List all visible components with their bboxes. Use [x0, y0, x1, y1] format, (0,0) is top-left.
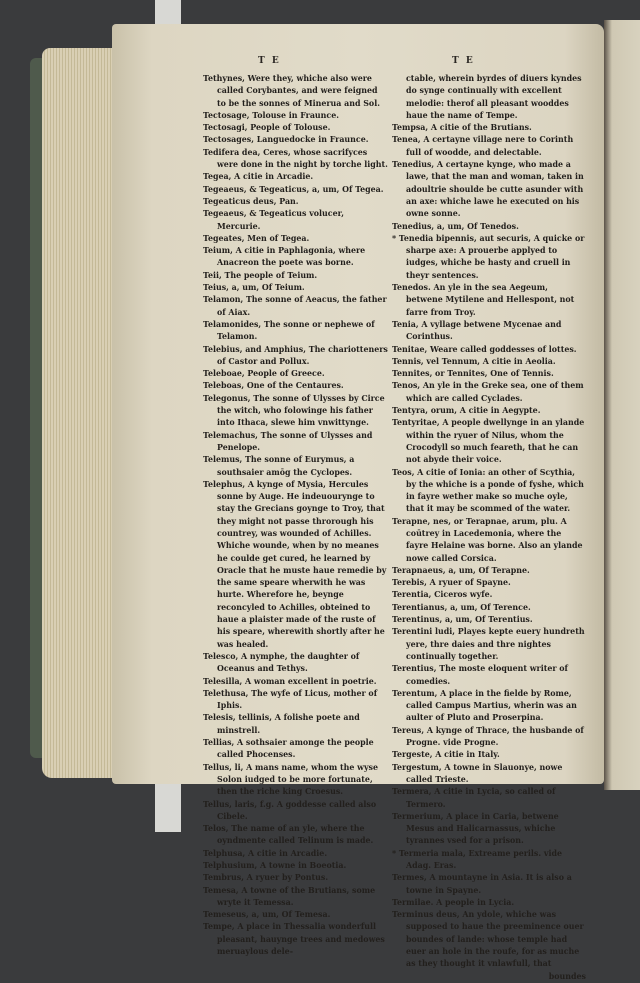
dictionary-entry: Telos, The name of an yle, where the oyndmente called Telinum is made. [203, 824, 374, 846]
dictionary-entry: Teleboas, One of the Centaures. [203, 381, 344, 391]
dictionary-entry: Tennis, vel Tennum, A citie in Aeolia. [392, 356, 556, 366]
dictionary-entry: Telebius, and Amphius, The chariotteners of Castor and Pollux. [203, 344, 388, 366]
dictionary-entry: Tectosages, Languedocke in Fraunce. [203, 135, 369, 145]
dictionary-entry: Tenea, A certayne village nere to Corinth full of woodde, and delectable. [392, 135, 574, 157]
dictionary-entry: Telemus, The sonne of Eurymus, a southsaier amōg the Cyclopes. [203, 455, 355, 477]
dictionary-entry: Terentini ludi, Playes kepte euery hundreth yere, thre daies and thre nightes continually together. [392, 627, 585, 661]
dictionary-entry: Termilae. A people in Lycia. [392, 897, 515, 907]
dictionary-entry: Terentinus, a, um, Of Terentius. [392, 615, 533, 625]
dictionary-entry: Tembrus, A ryuer by Pontus. [203, 873, 329, 883]
dictionary-entry: Teius, a, um, Of Teium. [203, 283, 305, 293]
dictionary-entry: Tempsa, A citie of the Brutians. [392, 123, 532, 133]
dictionary-entry: Tenitae, Weare called goddesses of lottes. [392, 344, 577, 354]
dictionary-entry: * Tenedia bipennis, aut securis, A quicke or sharpe axe: A prouerbe applyed to iudges, whiche be hasty and cruell in theyr sentences. [392, 233, 585, 280]
dictionary-entry: Terentius, The moste eloquent writer of comedies. [392, 664, 568, 686]
dictionary-entry: Tegeaticus deus, Pan. [203, 196, 299, 206]
dictionary-entry: Tectosagi, People of Tolouse. [203, 123, 331, 133]
dictionary-entry: Telethusa, The wyfe of Licus, mother of Iphis. [203, 688, 378, 711]
dictionary-entry: Tectosage, Tolouse in Fraunce. [203, 110, 339, 120]
dictionary-entry: Tentyritae, A people dwellynge in an ylande within the ryuer of Nilus, whom the Crocodyll so much feareth, that he can not abyde their voice. [392, 418, 585, 465]
dictionary-entry: Temesa, A towne of the Brutians, some wryte it Temessa. [203, 885, 376, 907]
page-edges [42, 48, 120, 778]
dictionary-entry: Teos, A citie of Ionia: an other of Scythia, by the whiche is a ponde of fyshe, which in fayre wether make so muche oyle, that it may be scommed of the water. [392, 467, 584, 514]
dictionary-entry: ctable, wherein byrdes of diuers kyndes do synge continually with excellent melodie: therof all pleasant wooddes haue the name of Tempe. [406, 74, 582, 120]
running-head-left: T E [258, 56, 281, 66]
dictionary-entry: Tennites, or Tennites, One of Tennis. [392, 369, 554, 379]
dictionary-entry: Telephus, A kynge of Mysia, Hercules sonne by Auge. He indeuourynge to stay the Grecians goynge to Troy, that they might not passe throrough his countrey, was wounded of Achilles. Whiche wounde, when by no meanes he coulde get cured, he learned by Oracle that he muste haue remedie by the same speare wherwith he was hurte. Wherefore he, beynge reconcyled to Achilles, obteined to haue a plaister made of the ruste of his speare, wherewith shortly after he was healed. [203, 479, 387, 649]
dictionary-entry: Tedifera dea, Ceres, whose sacrifyces were done in the night by torche light. [203, 147, 388, 170]
dictionary-entry: Tenedius, a, um, Of Tenedos. [392, 221, 519, 231]
dictionary-entry: Teium, A citie in Paphlagonia, where Anacreon the poete was borne. [203, 246, 366, 268]
dictionary-entry: Terebis, A ryuer of Spayne. [392, 578, 511, 588]
dictionary-entry: Telphusa, A citie in Arcadie. [203, 848, 328, 858]
dictionary-entry: Terapnaeus, a, um, Of Terapne. [392, 565, 530, 575]
dictionary-entry: Tentyra, orum, A citie in Aegypte. [392, 406, 541, 416]
dictionary-entry: Terentia, Ciceros wyfe. [392, 590, 493, 600]
dictionary-entry: Tergeste, A citie in Italy. [392, 750, 500, 760]
dictionary-entry: Telesis, tellinis, A folishe poete and minstrell. [203, 713, 360, 735]
dictionary-entry: boundes [548, 971, 586, 981]
dictionary-entry: Terminus deus, An ydole, whiche was supposed to haue the preeminence ouer boundes of lande: whose temple had euer an hole in the roufe, for as muche as they thought it vnlawfull, that [392, 910, 584, 969]
dictionary-entry: Teleboae, People of Greece. [203, 369, 325, 379]
running-head-right: T E [452, 56, 475, 66]
dictionary-entry: Tegeates, Men of Tegea. [203, 233, 310, 243]
measuring-ruler-bottom [155, 782, 181, 832]
dictionary-entry: Tenia, A vyllage betwene Mycenae and Corinthus. [392, 319, 562, 342]
dictionary-entry: Tegeaeus, & Tegeaticus volucer, Mercurie. [203, 209, 344, 231]
dictionary-entry: Terapne, nes, or Terapnae, arum, plu. A coūtrey in Lacedemonia, where the fayre Helaine was borne. Also an ylande nowe called Corsica. [392, 516, 583, 563]
dictionary-entry: Tenedius, A certayne kynge, who made a lawe, that the man and woman, taken in adoultrie shoulde be cutte asunder with an axe: whiche lawe he executed on his owne sonne. [392, 160, 584, 219]
dictionary-entry: Tenedos. An yle in the sea Aegeum, betwene Mytilene and Hellespont, not farre from Troy. [392, 283, 575, 317]
dictionary-entry: Terentum, A place in the fielde by Rome, called Campus Martius, wherin was an aulter of Pluto and Proserpina. [392, 688, 577, 723]
dictionary-entry: Temeseus, a, um, Of Temesa. [203, 910, 331, 920]
dictionary-entry: Termes, A mountayne in Asia. It is also a towne in Spayne. [392, 873, 572, 895]
dictionary-entry: Terentianus, a, um, Of Terence. [392, 602, 531, 612]
dictionary-entry: Termerium, A place in Caria, betwene Mesus and Halicarnassus, whiche tyrannes vsed for a prison. [392, 811, 559, 846]
dictionary-entry: Tellias, A sothsaier amonge the people called Phocenses. [203, 738, 374, 760]
left-column [203, 73, 389, 958]
dictionary-entry: Telamon, The sonne of Aeacus, the father of Aiax. [203, 295, 387, 317]
dictionary-entry: Tereus, A kynge of Thrace, the husbande of Progne. vide Progne. [392, 725, 584, 748]
dictionary-entry: * Termeria mala, Extreame perils. vide Adag. Eras. [392, 848, 562, 870]
dictionary-entry: Tellus, li, A mans name, whom the wyse Solon iudged to be more fortunate, then the riche king Croesus. [203, 762, 378, 797]
dictionary-entry: Tempe, A place in Thessalia wonderfull pleasant, hauynge trees and medowes meruaylous dele- [203, 922, 385, 957]
dictionary-entry: Tegeaeus, & Tegeaticus, a, um, Of Tegea. [203, 184, 384, 194]
dictionary-entry: Telphusium, A towne in Boeotia. [203, 861, 347, 870]
dictionary-entry: Telemachus, The sonne of Ulysses and Penelope. [203, 430, 373, 452]
dictionary-entry: Tegea, A citie in Arcadie. [203, 172, 314, 182]
dictionary-entry: Telamonides, The sonne or nephewe of Telamon. [203, 319, 375, 342]
dictionary-entry: Tellus, laris, f.g. A goddesse called also Cibele. [203, 799, 377, 821]
dictionary-entry: Telegonus, The sonne of Ulysses by Circe the witch, who folowinge his father into Ithaca, slewe him vnwittynge. [203, 393, 385, 428]
dictionary-entry: Teii, The people of Teium. [203, 270, 318, 280]
facing-page-edge [604, 20, 640, 790]
dictionary-entry: Telesilla, A woman excellent in poetrie. [203, 676, 377, 686]
dictionary-entry: Tethynes, Were they, whiche also were called Corybantes, and were feigned to be the sonnes of Minerua and Sol. [203, 74, 380, 108]
dictionary-entry: Telesco, A nymphe, the daughter of Oceanus and Tethys. [203, 651, 360, 674]
dictionary-entry: Termera, A citie in Lycia, so called of Termero. [392, 787, 556, 809]
dictionary-entry: Tergestum, A towne in Slauonye, nowe called Trieste. [392, 762, 563, 784]
dictionary-entry: Tenos, An yle in the Greke sea, one of them which are called Cyclades. [392, 381, 584, 403]
right-column [392, 73, 586, 983]
